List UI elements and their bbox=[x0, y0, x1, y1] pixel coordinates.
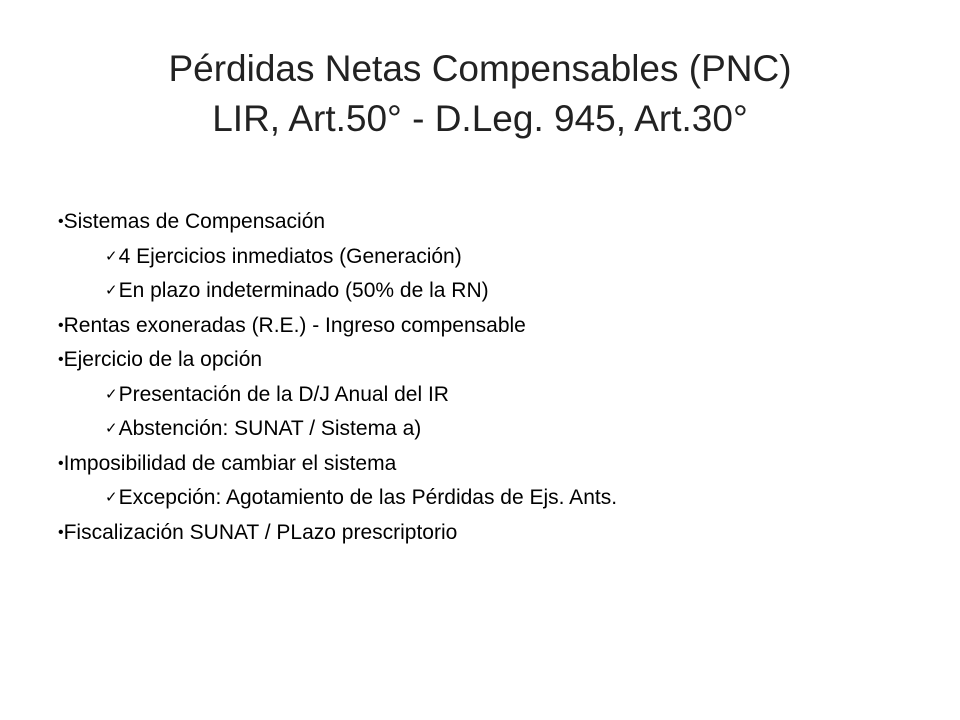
list-item-text: Ejercicio de la opción bbox=[63, 348, 263, 371]
bullet-icon: • bbox=[58, 523, 64, 541]
checkmark-icon: ✓ bbox=[105, 420, 118, 437]
bullet-icon: • bbox=[58, 316, 64, 334]
slide-title bbox=[0, 44, 960, 144]
checkmark-icon: ✓ bbox=[105, 385, 118, 403]
bullet-icon: • bbox=[58, 454, 64, 472]
list-item-text: Abstención: SUNAT / Sistema a) bbox=[118, 417, 422, 440]
list-item bbox=[58, 240, 918, 275]
list-item-text: Sistemas de Compensación bbox=[63, 210, 326, 233]
list-item-text: 4 Ejercicios inmediatos (Generación) bbox=[118, 244, 462, 268]
title-line-2: LIR, Art.50° - D.Leg. 945, Art.30° bbox=[212, 98, 748, 139]
checkmark-icon: ✓ bbox=[105, 489, 118, 506]
checkmark-icon: ✓ bbox=[105, 247, 118, 265]
list-item bbox=[58, 309, 918, 344]
title-line-1: Pérdidas Netas Compensables (PNC) bbox=[168, 48, 792, 89]
list-item bbox=[58, 378, 918, 413]
list-item bbox=[58, 274, 918, 309]
list-item bbox=[58, 412, 918, 447]
list-item-text: Excepción: Agotamiento de las Pérdidas de Ejs. Ants. bbox=[118, 486, 618, 509]
list-item-text: Presentación de la D/J Anual del IR bbox=[118, 382, 449, 406]
list-item-text: Imposibilidad de cambiar el sistema bbox=[63, 451, 397, 475]
bullet-icon: • bbox=[58, 213, 64, 230]
bullet-list bbox=[58, 205, 918, 550]
list-item bbox=[58, 205, 918, 240]
list-item bbox=[58, 343, 918, 378]
list-item-text: En plazo indeterminado (50% de la RN) bbox=[118, 279, 489, 302]
list-item bbox=[58, 516, 918, 551]
list-item bbox=[58, 447, 918, 482]
list-item-text: Fiscalización SUNAT / PLazo prescriptorio bbox=[63, 520, 458, 544]
bullet-icon: • bbox=[58, 351, 64, 368]
checkmark-icon: ✓ bbox=[105, 282, 118, 299]
list-item bbox=[58, 481, 918, 516]
list-item-text: Rentas exoneradas (R.E.) - Ingreso compensable bbox=[63, 313, 526, 337]
